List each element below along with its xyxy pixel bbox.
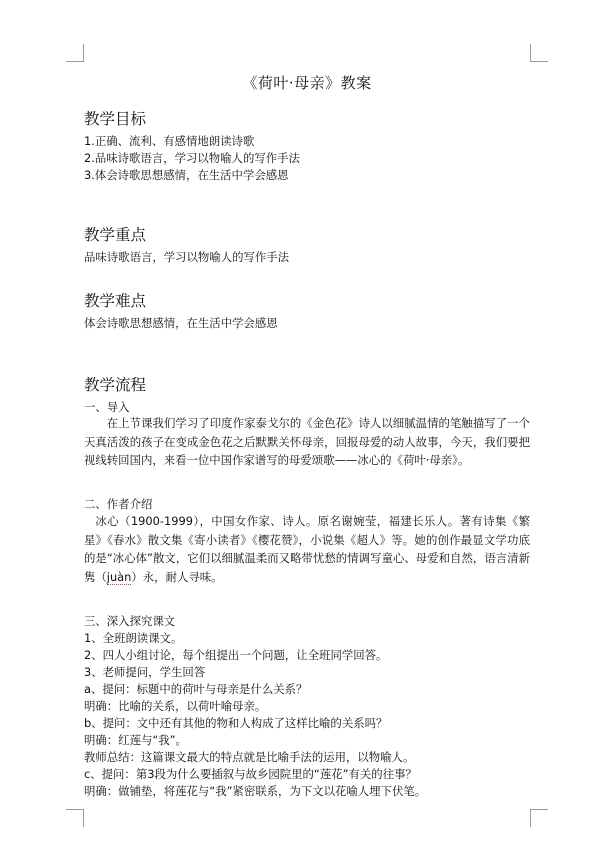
crop-mark-bottom-left-v <box>83 809 84 827</box>
explore-line: b、提问：文中还有其他的物和人构成了这样比喻的关系吗？ <box>84 716 388 730</box>
explore-line: 1、全班朗读课文。 <box>84 631 183 645</box>
goal-item: 2.品味诗歌语言，学习以物喻人的写作手法 <box>84 151 300 165</box>
difficulty-text: 体会诗歌思想感情，在生活中学会感恩 <box>84 316 278 330</box>
explore-line: c、提问：第3段为什么要插叙与故乡园院里的“莲花”有关的往事？ <box>84 767 417 781</box>
crop-mark-top-right-v <box>530 44 531 62</box>
key-heading: 教学重点 <box>84 226 147 244</box>
pinyin-annotation: juàn <box>106 569 132 584</box>
crop-mark-bottom-right-h <box>530 809 548 810</box>
difficulty-heading: 教学难点 <box>84 292 147 310</box>
crop-mark-top-right-h <box>530 61 548 62</box>
crop-mark-top-left-h <box>66 61 84 62</box>
goal-item: 1.正确、流利、有感情地朗读诗歌 <box>84 134 255 148</box>
author-text-part-a: 冰心（1900-1999），中国女作家、诗人。原名谢婉莹，福建长乐人。著有诗集《繁星》《春水》散文集《寄小读者》《樱花赞》，小说集《超人》等。她的创作最显文学功底的是“冰心体”散文，它们以细腻温柔而又略带忧愁的情调写童心、母爱和自然，语言清新隽（ <box>84 514 530 584</box>
process-heading: 教学流程 <box>84 376 147 394</box>
intro-paragraph: 在上节课我们学习了印度作家泰戈尔的《金色花》诗人以细腻温情的笔触描写了一个天真活泼的孩子在变成金色花之后默默关怀母亲，回报母爱的动人故事，今天，我们要把视线转回国内，来看一位中国作家谱写的母爱颂歌——冰心的《荷叶·母亲》。 <box>84 416 530 467</box>
document-title: 《荷叶·母亲》教案 <box>242 74 372 92</box>
crop-mark-top-left-v <box>83 44 84 62</box>
explore-line: 明确：做铺垫，将莲花与“我”紧密联系，为下文以花喻人埋下伏笔。 <box>84 784 427 798</box>
crop-mark-bottom-right-v <box>530 809 531 827</box>
author-text-part-b: ）永，耐人寻味。 <box>131 569 223 584</box>
goal-item: 3.体会诗歌思想感情，在生活中学会感恩 <box>84 168 289 182</box>
author-paragraph <box>84 512 530 586</box>
explore-line: 明确：比喻的关系，以荷叶喻母亲。 <box>84 699 267 713</box>
explore-line: 教师总结：这篇课文最大的特点就是比喻手法的运用，以物喻人。 <box>84 750 415 764</box>
key-text: 品味诗歌语言，学习以物喻人的写作手法 <box>84 250 290 264</box>
goals-heading: 教学目标 <box>84 110 147 128</box>
explore-line: 明确：红莲与“我”。 <box>84 733 187 747</box>
explore-title: 三、深入探究课文 <box>84 614 176 628</box>
author-title: 二、作者介绍 <box>84 497 153 511</box>
crop-mark-bottom-left-h <box>66 809 84 810</box>
explore-line: 2、四人小组讨论，每个组提出一个问题，让全班同学回答。 <box>84 648 388 662</box>
intro-title: 一、导入 <box>84 400 130 414</box>
explore-line: 3、老师提问，学生回答 <box>84 665 206 679</box>
explore-line: a、提问：标题中的荷叶与母亲是什么关系？ <box>84 682 308 696</box>
